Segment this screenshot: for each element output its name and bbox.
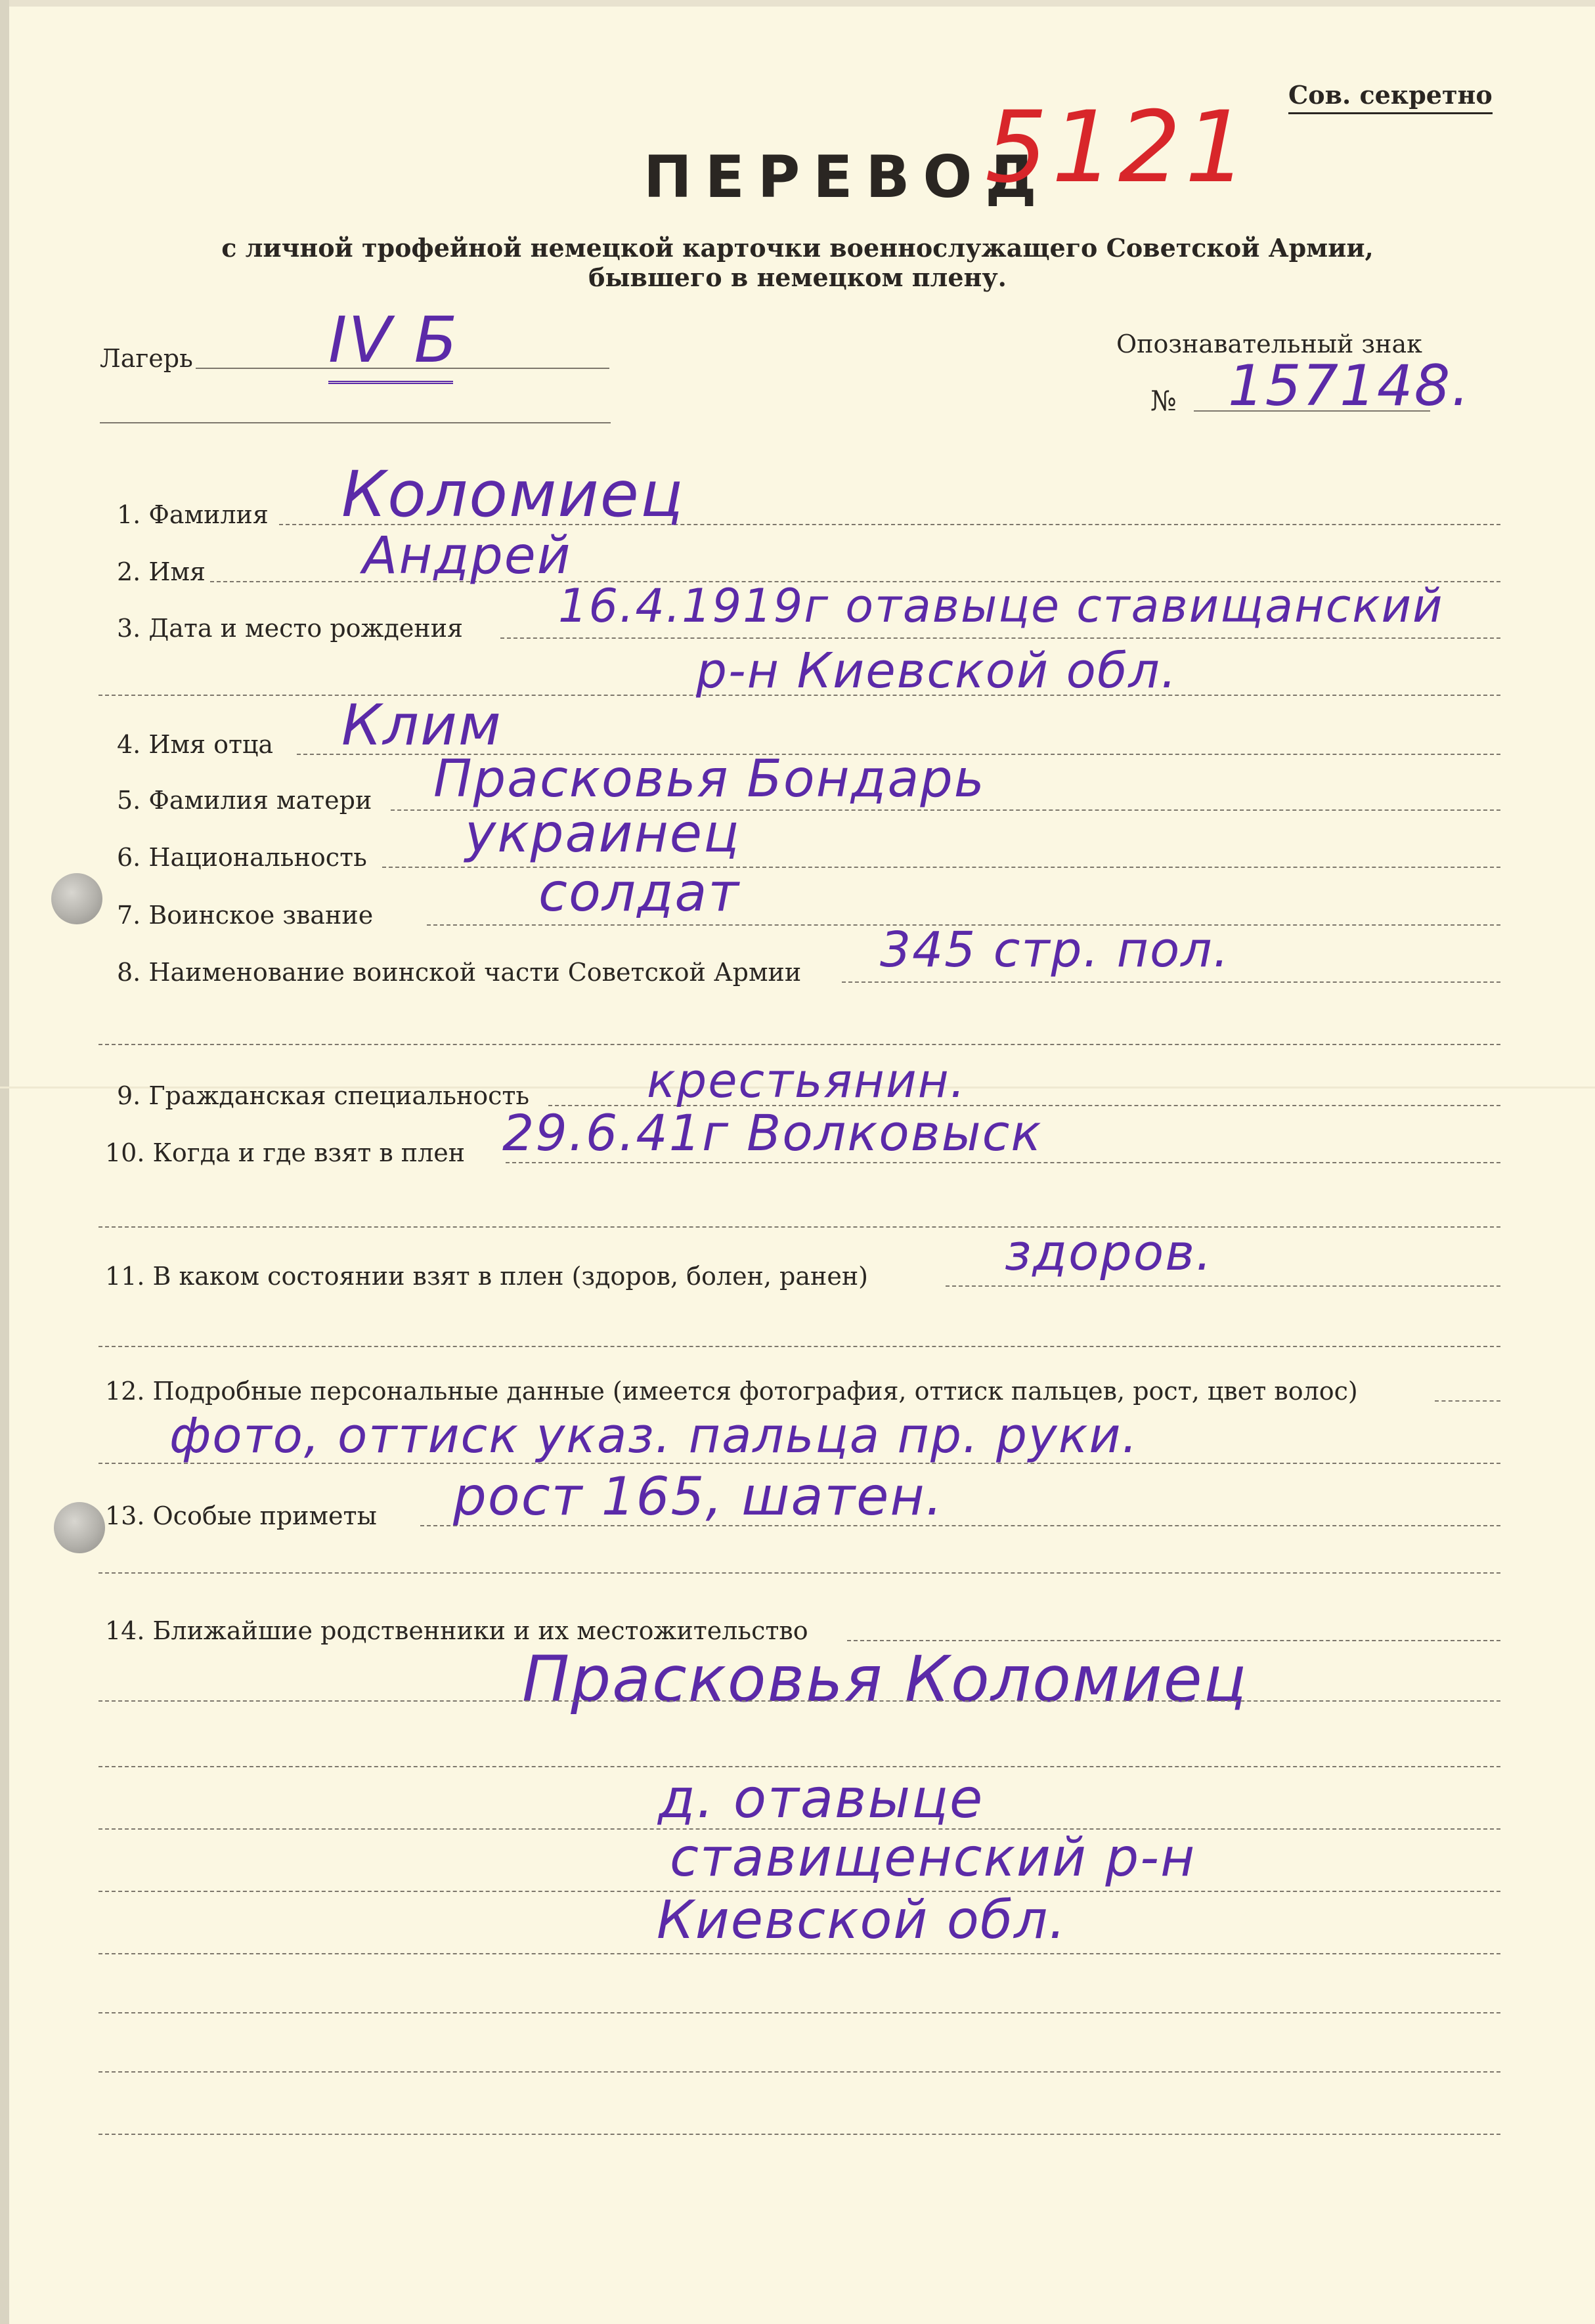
punch-hole-lower bbox=[54, 1502, 105, 1553]
field-14-line-9 bbox=[98, 2134, 1500, 2135]
field-11-label: 11. В каком состоянии взят в плен (здоров, болен, ранен) bbox=[105, 1262, 868, 1291]
field-1-label: 1. Фамилия bbox=[117, 500, 269, 529]
subtitle-line-2: бывшего в немецком плену. bbox=[588, 263, 1007, 292]
field-3-value-2: р-н Киевской обл. bbox=[696, 643, 1178, 699]
field-11-line-2 bbox=[98, 1346, 1500, 1347]
field-2-value: Андрей bbox=[362, 527, 572, 586]
subtitle-line-1: с личной трофейной немецкой карточки военнослужащего Советской Армии, bbox=[221, 233, 1374, 263]
file-number-red: 5121 bbox=[985, 91, 1252, 205]
camp-label: Лагерь bbox=[100, 344, 193, 373]
field-14-value-1: Прасковья Коломиец bbox=[522, 1643, 1248, 1716]
field-14-label: 14. Ближайшие родственники и их местожительство bbox=[105, 1616, 808, 1645]
field-6-value: украинец bbox=[465, 803, 741, 864]
field-4-label: 4. Имя отца bbox=[117, 730, 274, 759]
field-14-line bbox=[847, 1640, 1500, 1641]
field-8-line bbox=[842, 981, 1500, 983]
camp-value-underline bbox=[328, 381, 453, 384]
field-14-line-2 bbox=[98, 1700, 1500, 1702]
secrecy-stamp: Сов. секретно bbox=[1288, 80, 1493, 114]
field-10-line bbox=[506, 1162, 1500, 1163]
field-13-line-2 bbox=[98, 1572, 1500, 1574]
paper-left-edge bbox=[0, 0, 9, 2324]
field-12-line bbox=[1435, 1400, 1500, 1402]
camp-line-2 bbox=[100, 422, 611, 423]
field-10-line-2 bbox=[98, 1226, 1500, 1228]
field-8-label: 8. Наименование воинской части Советской Армии bbox=[117, 958, 802, 987]
document-title: ПЕРЕВОД bbox=[644, 143, 1050, 211]
field-10-label: 10. Когда и где взят в плен bbox=[105, 1138, 466, 1167]
field-8-value: 345 стр. пол. bbox=[880, 922, 1231, 978]
field-9-value: крестьянин. bbox=[647, 1053, 967, 1108]
field-11-line bbox=[946, 1285, 1500, 1287]
field-7-label: 7. Воинское звание bbox=[117, 901, 374, 930]
field-14-line-6 bbox=[98, 1953, 1500, 1954]
punch-hole-upper bbox=[51, 873, 102, 924]
field-13-label: 13. Особые приметы bbox=[105, 1501, 377, 1530]
field-14-value-2: д. отавыце bbox=[658, 1768, 984, 1830]
field-14-value-3: ставищенский р-н bbox=[670, 1827, 1196, 1888]
field-13-value: рост 165, шатен. bbox=[453, 1466, 944, 1527]
field-5-label: 5. Фамилия матери bbox=[117, 786, 372, 815]
field-14-value-4: Киевской обл. bbox=[657, 1889, 1067, 1950]
identity-tag-label: Опознавательный знак bbox=[1116, 330, 1422, 358]
field-12-value: фото, оттиск указ. пальца пр. руки. bbox=[169, 1408, 1139, 1464]
field-4-value: Клим bbox=[341, 693, 502, 758]
camp-value: IV Б bbox=[328, 303, 459, 377]
field-6-label: 6. Национальность bbox=[117, 843, 367, 872]
field-14-line-3 bbox=[98, 1766, 1500, 1767]
field-3-value-1: 16.4.1919г отавыце ставищанский bbox=[558, 579, 1444, 633]
paper-top-edge bbox=[0, 0, 1595, 7]
identity-tag-value: 157148. bbox=[1228, 353, 1471, 419]
field-2-label: 2. Имя bbox=[117, 557, 206, 586]
field-10-value: 29.6.41г Волковыск bbox=[502, 1104, 1043, 1162]
field-3-line bbox=[500, 637, 1500, 639]
field-3-label: 3. Дата и место рождения bbox=[117, 614, 464, 643]
field-12-label: 12. Подробные персональные данные (имеется фотография, оттиск пальцев, рост, цвет волос) bbox=[105, 1377, 1358, 1406]
field-5-value: Прасковья Бондарь bbox=[433, 750, 986, 809]
identity-tag-no-label: № bbox=[1150, 385, 1177, 417]
field-9-label: 9. Гражданская специальность bbox=[117, 1081, 530, 1110]
field-8-line-2 bbox=[98, 1044, 1500, 1045]
field-14-line-7 bbox=[98, 2012, 1500, 2013]
field-7-value: солдат bbox=[538, 862, 740, 923]
field-14-line-8 bbox=[98, 2071, 1500, 2073]
field-11-value: здоров. bbox=[1005, 1223, 1213, 1281]
field-1-value: Коломиец bbox=[341, 458, 685, 531]
